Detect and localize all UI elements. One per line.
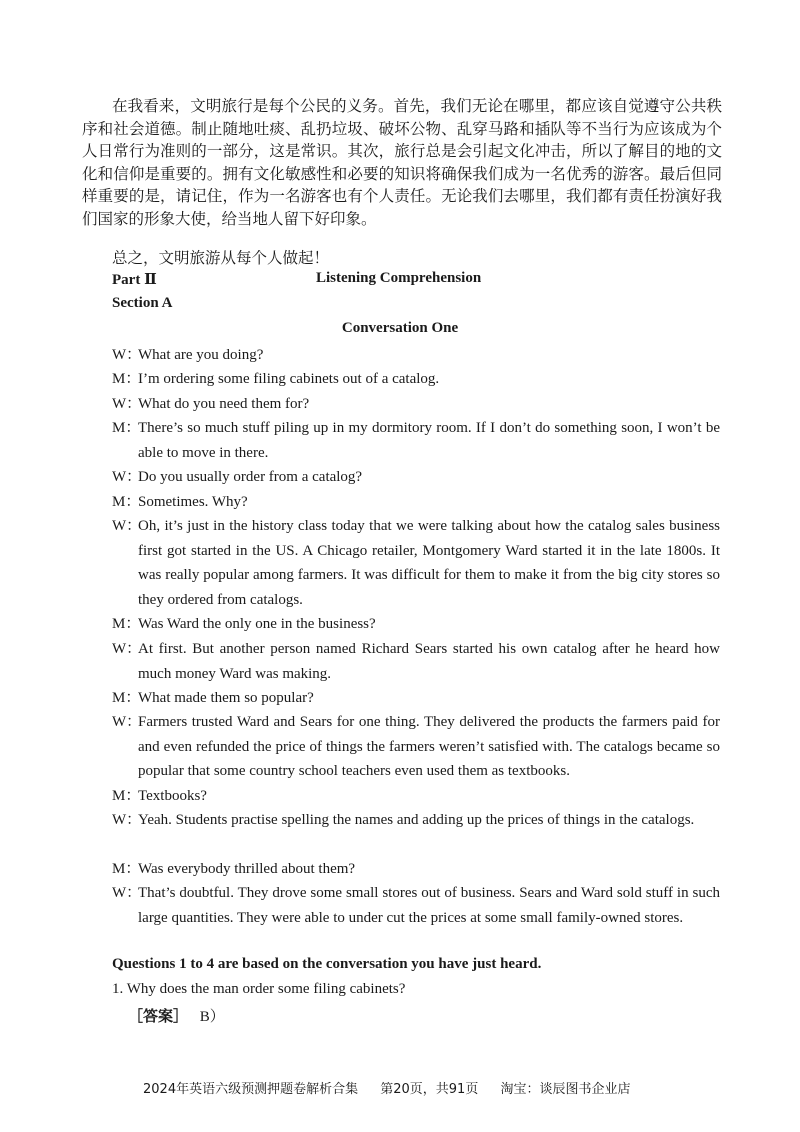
speaker-label: M： <box>112 420 141 436</box>
chinese-paragraph-1: 在我看来，文明旅行是每个公民的义务。首先，我们无论在哪里，都应该自觉遵守公共秩序和社会道德。制止随地吐痰、乱扔垃圾、破坏公物、乱穿马路和插队等不当行为应该成为个人日常行为准则的一部分，这是常识。其次，旅行总是会引起文化冲击，所以了解目的地的文化和信仰是重要的。拥有文化敏感性和必要的知识将确保我们成为一名优秀的游客。最后但同样重要的是，请记住，作为一名游客也有个人责任。无论我们去哪里，我们都有责任扮演好我们国家的形象大使，给当地人留下好印象。 <box>82 97 722 228</box>
speaker-label: W： <box>112 714 142 730</box>
conversation-title: Conversation One <box>341 320 459 336</box>
dialogue-turn <box>112 686 720 711</box>
answer-value: B） <box>199 1009 225 1025</box>
answer-row <box>128 1005 225 1026</box>
page-footer <box>143 1078 648 1097</box>
answer-label: ［答案］ <box>128 1007 189 1025</box>
dialogue-text: Was everybody thrilled about them? <box>138 861 356 877</box>
question-1: 1. Why does the man order some filing cabinets? <box>112 981 406 997</box>
dialogue-turn <box>112 881 720 930</box>
speaker-label: M： <box>112 690 141 706</box>
dialogue-turn <box>112 343 720 368</box>
speaker-label: W： <box>112 347 142 363</box>
dialogue-turn <box>112 857 720 882</box>
dialogue-turn <box>112 416 720 465</box>
speaker-label: M： <box>112 616 141 632</box>
section-heading: Section A <box>112 295 173 311</box>
dialogue-text: Oh, it’s just in the history class today that we were talking about how the catalog sales business first got started in the US. A Chicago retailer, Montgomery Ward started it in the late 1800s. It was really popular among farmers. It was difficult for them to make it from the big city stores so they ordered from catalogs. <box>138 518 720 608</box>
footer-shop: 淘宝：谈辰图书企业店 <box>500 1082 631 1097</box>
dialogue-turn <box>112 637 720 686</box>
part-label: Part Ⅱ <box>112 272 157 288</box>
speaker-label: M： <box>112 371 141 387</box>
dialogue-text: Was Ward the only one in the business? <box>138 616 376 632</box>
dialogue-text: What made them so popular? <box>138 690 314 706</box>
footer-book-title: 2024年英语六级预测押题卷解析合集 <box>143 1082 359 1097</box>
speaker-label: M： <box>112 788 141 804</box>
dialogue-turn <box>112 392 720 417</box>
dialogue-text: I’m ordering some filing cabinets out of a catalog. <box>138 371 440 387</box>
dialogue-turn <box>112 465 720 490</box>
dialogue-turn <box>112 514 720 612</box>
dialogue-turn <box>112 367 720 392</box>
dialogue-turn <box>112 784 720 809</box>
dialogue-text: At first. But another person named Richard Sears started his own catalog after he heard how much money Ward was making. <box>138 641 720 682</box>
questions-heading: Questions 1 to 4 are based on the conversation you have just heard. <box>112 956 542 972</box>
dialogue-text: There’s so much stuff piling up in my dormitory room. If I don’t do something soon, I won’t be able to move in there. <box>138 420 720 461</box>
dialogue-text: Farmers trusted Ward and Sears for one thing. They delivered the products the farmers paid for and even refunded the price of things the farmers weren’t satisfied with. The catalogs became so popular that some country school teachers even used them as textbooks. <box>138 714 720 780</box>
dialogue-text: Yeah. Students practise spelling the names and adding up the prices of things in the catalogs. <box>138 812 695 828</box>
dialogue-turn <box>112 808 720 833</box>
dialogue-turn <box>112 612 720 637</box>
dialogue-text: That’s doubtful. They drove some small stores out of business. Sears and Ward sold stuff in such large quantities. They were able to under cut the prices at some small family-owned stores. <box>138 885 720 926</box>
footer-page-number: 第20页，共91页 <box>380 1082 479 1097</box>
dialogue-text: What do you need them for? <box>138 396 310 412</box>
speaker-label: M： <box>112 494 141 510</box>
part-title: Listening Comprehension <box>316 270 482 286</box>
speaker-label: W： <box>112 885 142 901</box>
dialogue-text: What are you doing? <box>138 347 264 363</box>
speaker-label: M： <box>112 861 141 877</box>
dialogue-text: Textbooks? <box>138 788 207 804</box>
dialogue-text: Sometimes. Why? <box>138 494 248 510</box>
speaker-label: W： <box>112 469 142 485</box>
speaker-label: W： <box>112 518 142 534</box>
speaker-label: W： <box>112 812 142 828</box>
speaker-label: W： <box>112 641 142 657</box>
speaker-label: W： <box>112 396 142 412</box>
dialogue-text: Do you usually order from a catalog? <box>138 469 363 485</box>
chinese-paragraph-2: 总之，文明旅游从每个人做起！ <box>112 249 330 267</box>
dialogue-turn <box>112 710 720 784</box>
dialogue-turn <box>112 490 720 515</box>
